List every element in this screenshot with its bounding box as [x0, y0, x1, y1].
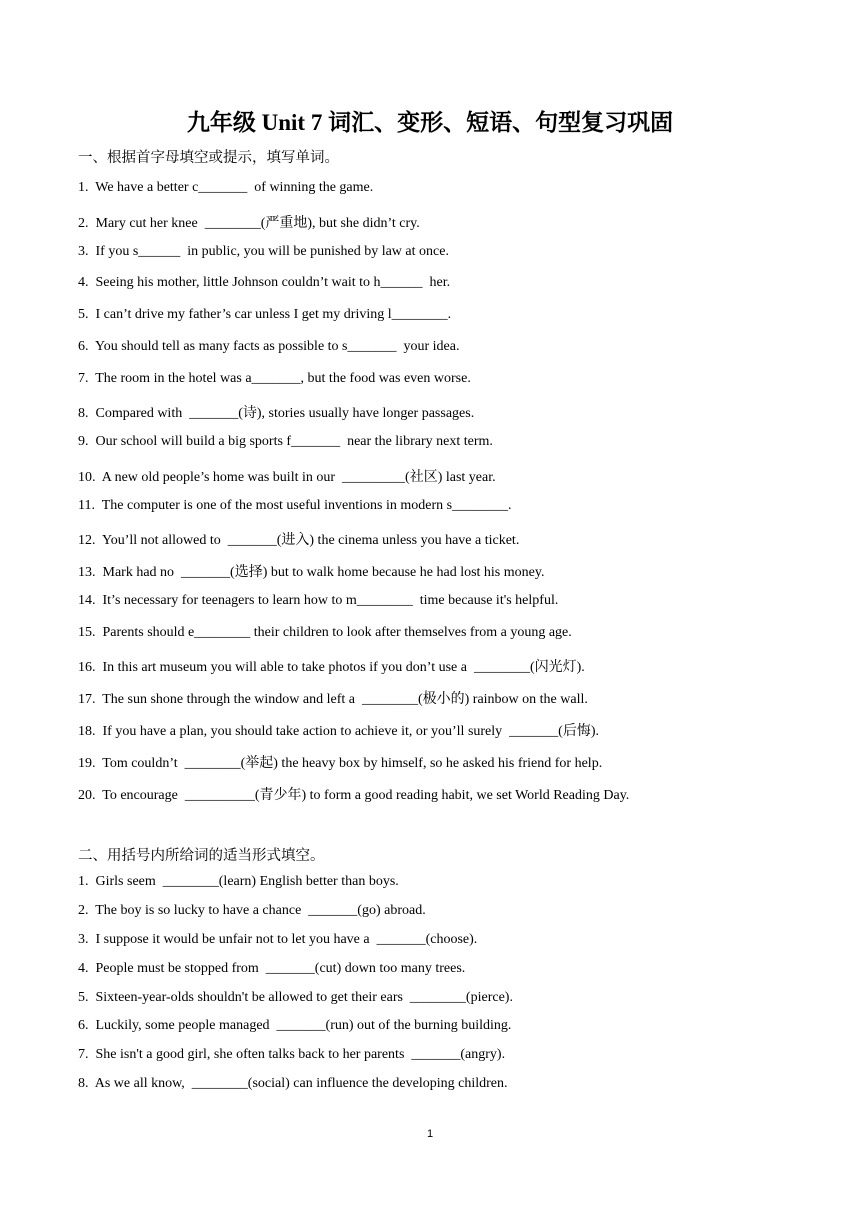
s2-question-1: 1. Girls seem ________(learn) English better than boys.: [78, 874, 399, 889]
s1-question-15: 15. Parents should e________ their children to look after themselves from a young age.: [78, 625, 572, 640]
s1-question-11: 11. The computer is one of the most useful inventions in modern s________.: [78, 498, 512, 513]
s1-question-10: 10. A new old people’s home was built in our _________(社区) last year.: [78, 470, 496, 485]
section1-heading: 一、根据首字母填空或提示，填写单词。: [78, 150, 339, 166]
s2-question-2: 2. The boy is so lucky to have a chance _______(go) abroad.: [78, 903, 426, 918]
s2-question-8: 8. As we all know, ________(social) can influence the developing children.: [78, 1076, 508, 1091]
s2-question-5: 5. Sixteen-year-olds shouldn't be allowed to get their ears ________(pierce).: [78, 990, 513, 1005]
s2-question-4: 4. People must be stopped from _______(cut) down too many trees.: [78, 961, 466, 976]
section2-heading: 二、用括号内所给词的适当形式填空。: [78, 848, 325, 864]
s1-question-7: 7. The room in the hotel was a_______, but the food was even worse.: [78, 371, 471, 386]
s1-question-17: 17. The sun shone through the window and left a ________(极小的) rainbow on the wall.: [78, 692, 588, 707]
s1-question-12: 12. You’ll not allowed to _______(进入) the cinema unless you have a ticket.: [78, 533, 520, 548]
page-title: 九年级 Unit 7 词汇、变形、短语、句型复习巩固: [186, 110, 674, 135]
s1-question-19: 19. Tom couldn’t ________(举起) the heavy box by himself, so he asked his friend for help.: [78, 756, 603, 771]
s1-question-5: 5. I can’t drive my father’s car unless I get my driving l________.: [78, 307, 452, 322]
s1-question-20: 20. To encourage __________(青少年) to form a good reading habit, we set World Reading Day.: [78, 788, 630, 803]
s2-question-7: 7. She isn't a good girl, she often talks back to her parents _______(angry).: [78, 1047, 506, 1062]
s1-question-14: 14. It’s necessary for teenagers to learn how to m________ time because it's helpful.: [78, 593, 559, 608]
s2-question-3: 3. I suppose it would be unfair not to let you have a _______(choose).: [78, 932, 478, 947]
s1-question-4: 4. Seeing his mother, little Johnson couldn’t wait to h______ her.: [78, 275, 451, 290]
s2-question-6: 6. Luckily, some people managed _______(run) out of the burning building.: [78, 1018, 512, 1033]
s1-question-13: 13. Mark had no _______(选择) but to walk home because he had lost his money.: [78, 565, 545, 580]
s1-question-9: 9. Our school will build a big sports f_______ near the library next term.: [78, 434, 493, 449]
s1-question-8: 8. Compared with _______(诗), stories usually have longer passages.: [78, 406, 475, 421]
s1-question-16: 16. In this art museum you will able to take photos if you don’t use a ________(闪光灯).: [78, 660, 585, 675]
s1-question-18: 18. If you have a plan, you should take action to achieve it, or you’ll surely _______(后悔).: [78, 724, 599, 739]
s1-question-6: 6. You should tell as many facts as possible to s_______ your idea.: [78, 339, 460, 354]
s1-question-2: 2. Mary cut her knee ________(严重地), but she didn’t cry.: [78, 216, 420, 231]
s1-question-3: 3. If you s______ in public, you will be punished by law at once.: [78, 244, 449, 259]
s1-question-1: 1. We have a better c_______ of winning the game.: [78, 180, 374, 195]
page-number: 1: [426, 1128, 434, 1140]
